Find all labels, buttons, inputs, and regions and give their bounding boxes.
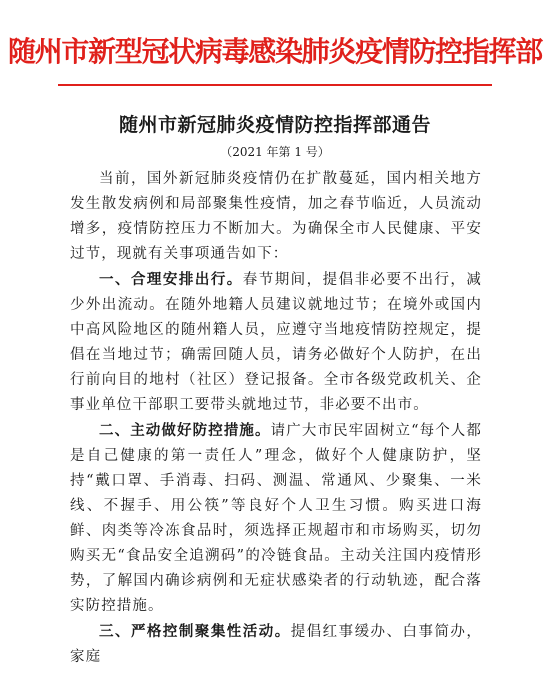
paragraph-text: 请广大市民牢固树立“每个人都是自己健康的第一责任人”理念，做好个人健康防护，坚持“戴口罩、手消毒、扫码、测温、常通风、少聚集、一米线、不握手、用公筷”等良好个人卫生习惯。购买进口海鲜、肉类等冷冻食品时，须选择正规超市和市场购买，切勿购买无“食品安全追溯码”的冷链食品。主动关注国内疫情形势，了解国内确诊病例和无症状感染者的行动轨迹，配合落实防控措施。 [70, 423, 482, 614]
header-red-rule [58, 84, 492, 86]
item-gathering-paragraph [70, 619, 482, 670]
paragraph-text: 当前，国外新冠肺炎疫情仍在扩散蔓延，国内相关地方发生散发病例和局部聚集性疫情，加之春节临近，人员流动增多，疫情防控压力不断加大。为确保全市人民健康、平安过节，现就有关事项通告如下： [70, 171, 482, 262]
intro-paragraph [70, 167, 482, 267]
document-number: （2021 年第 1 号） [220, 145, 330, 159]
item-travel-paragraph [70, 267, 482, 418]
notice-body [70, 167, 482, 670]
item-heading: 二、主动做好防控措施。 [99, 422, 271, 439]
issuing-authority-header: 随州市新型冠状病毒感染肺炎疫情防控指挥部 [7, 35, 542, 68]
paragraph-text: 提倡红事缓办、白事简办，家庭 [70, 624, 482, 665]
notice-title: 随州市新冠肺炎疫情防控指挥部通告 [118, 114, 431, 136]
item-heading: 一、合理安排出行。 [99, 271, 243, 288]
item-prevention-paragraph [70, 418, 482, 619]
item-heading: 三、严格控制聚集性活动。 [99, 623, 291, 640]
paragraph-text: 春节期间，提倡非必要不出行，减少外出流动。在随外地籍人员建议就地过节；在境外或国内中高风险地区的随州籍人员，应遵守当地疫情防控规定，提倡在当地过节；确需回随人员，请务必做好个人防护，在出行前向目的地村（社区）登记报备。全市各级党政机关、企事业单位干部职工要带头就地过节，非必要不出市。 [70, 272, 482, 413]
